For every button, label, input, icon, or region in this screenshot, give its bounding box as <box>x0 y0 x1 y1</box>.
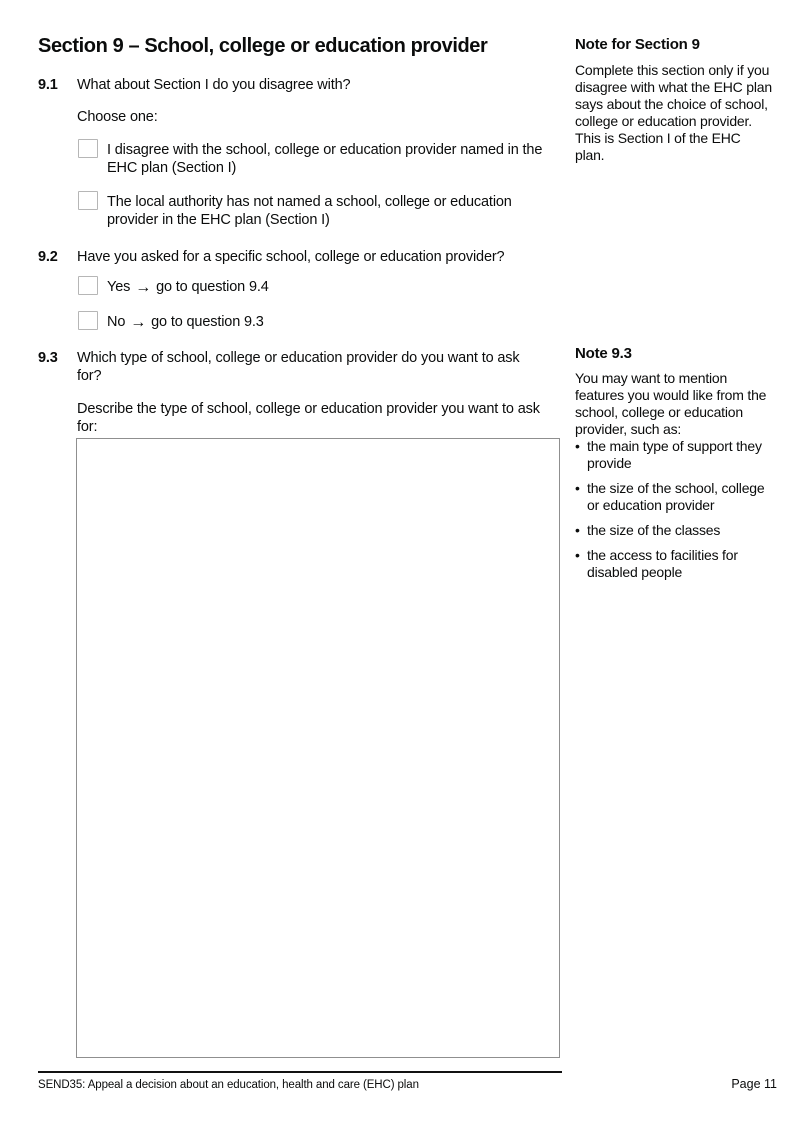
main-column <box>38 34 562 1058</box>
question-9-2 <box>38 248 562 331</box>
arrow-right-icon: → <box>135 279 152 296</box>
option-no-provider-named <box>78 191 562 229</box>
arrow-right-icon: → <box>130 314 147 331</box>
answer-textarea[interactable] <box>76 438 560 1058</box>
bullet-icon: • <box>575 438 580 454</box>
question-9-1 <box>38 76 562 229</box>
note-for-section-9-heading: Note for Section 9 <box>575 36 700 53</box>
note-9-3-heading: Note 9.3 <box>575 345 632 362</box>
checkbox-disagree-named-provider[interactable] <box>78 139 98 158</box>
footer-form-title: SEND35: Appeal a decision about an education, health and care (EHC) plan <box>38 1079 419 1091</box>
question-9-3-prompt: Describe the type of school, college or education provider you want to ask for: <box>77 401 540 435</box>
note-bullet-item <box>575 547 772 581</box>
question-9-3-text: Which type of school, college or education provider do you want to ask for? <box>77 350 520 384</box>
note-bullet-text: the main type of support they provide <box>587 438 762 471</box>
note-bullet-text: the access to facilities for disabled people <box>587 547 738 580</box>
option-disagree-named-provider <box>78 139 562 177</box>
question-9-3-number: 9.3 <box>38 350 58 366</box>
checkbox-yes[interactable] <box>78 276 98 295</box>
note-for-section-9 <box>575 36 772 164</box>
note-for-section-9-body: Complete this section only if you disagree with what the EHC plan says about the choice of school, college or education provider. This is Section I of the EHC plan. <box>575 62 772 163</box>
question-9-2-text: Have you asked for a specific school, college or education provider? <box>77 249 505 265</box>
option-yes <box>78 276 562 296</box>
checkbox-no[interactable] <box>78 311 98 330</box>
bullet-icon: • <box>575 480 580 496</box>
note-bullet-item <box>575 438 772 472</box>
footer-page-number: Page 11 <box>731 1077 777 1091</box>
option-disagree-named-provider-label: I disagree with the school, college or education provider named in the EHC plan (Section I) <box>107 142 543 176</box>
option-no-label: No <box>107 314 126 330</box>
option-yes-label: Yes <box>107 279 131 295</box>
bullet-icon: • <box>575 522 580 538</box>
checkbox-no-provider-named[interactable] <box>78 191 98 210</box>
option-no-provider-named-label: The local authority has not named a school, college or education provider in the EHC plan (Section I) <box>107 194 512 228</box>
note-bullet-text: the size of the classes <box>587 522 721 538</box>
note-9-3 <box>575 345 772 581</box>
option-no-goto: go to question 9.3 <box>151 314 264 330</box>
question-9-2-number: 9.2 <box>38 249 58 265</box>
note-bullet-item <box>575 480 772 514</box>
note-bullet-item <box>575 522 772 539</box>
page-title: Section 9 – School, college or education provider <box>38 35 488 57</box>
question-9-1-text: What about Section I do you disagree with? <box>77 77 351 93</box>
question-9-1-instruction: Choose one: <box>77 109 158 125</box>
question-9-3 <box>38 349 562 1058</box>
bullet-icon: • <box>575 547 580 563</box>
note-9-3-intro: You may want to mention features you would like from the school, college or education provider, such as: <box>575 370 767 437</box>
footer-rule <box>38 1071 562 1073</box>
note-bullet-text: the size of the school, college or education provider <box>587 480 765 513</box>
option-yes-goto: go to question 9.4 <box>156 279 269 295</box>
option-no <box>78 311 562 331</box>
question-9-1-number: 9.1 <box>38 77 58 93</box>
